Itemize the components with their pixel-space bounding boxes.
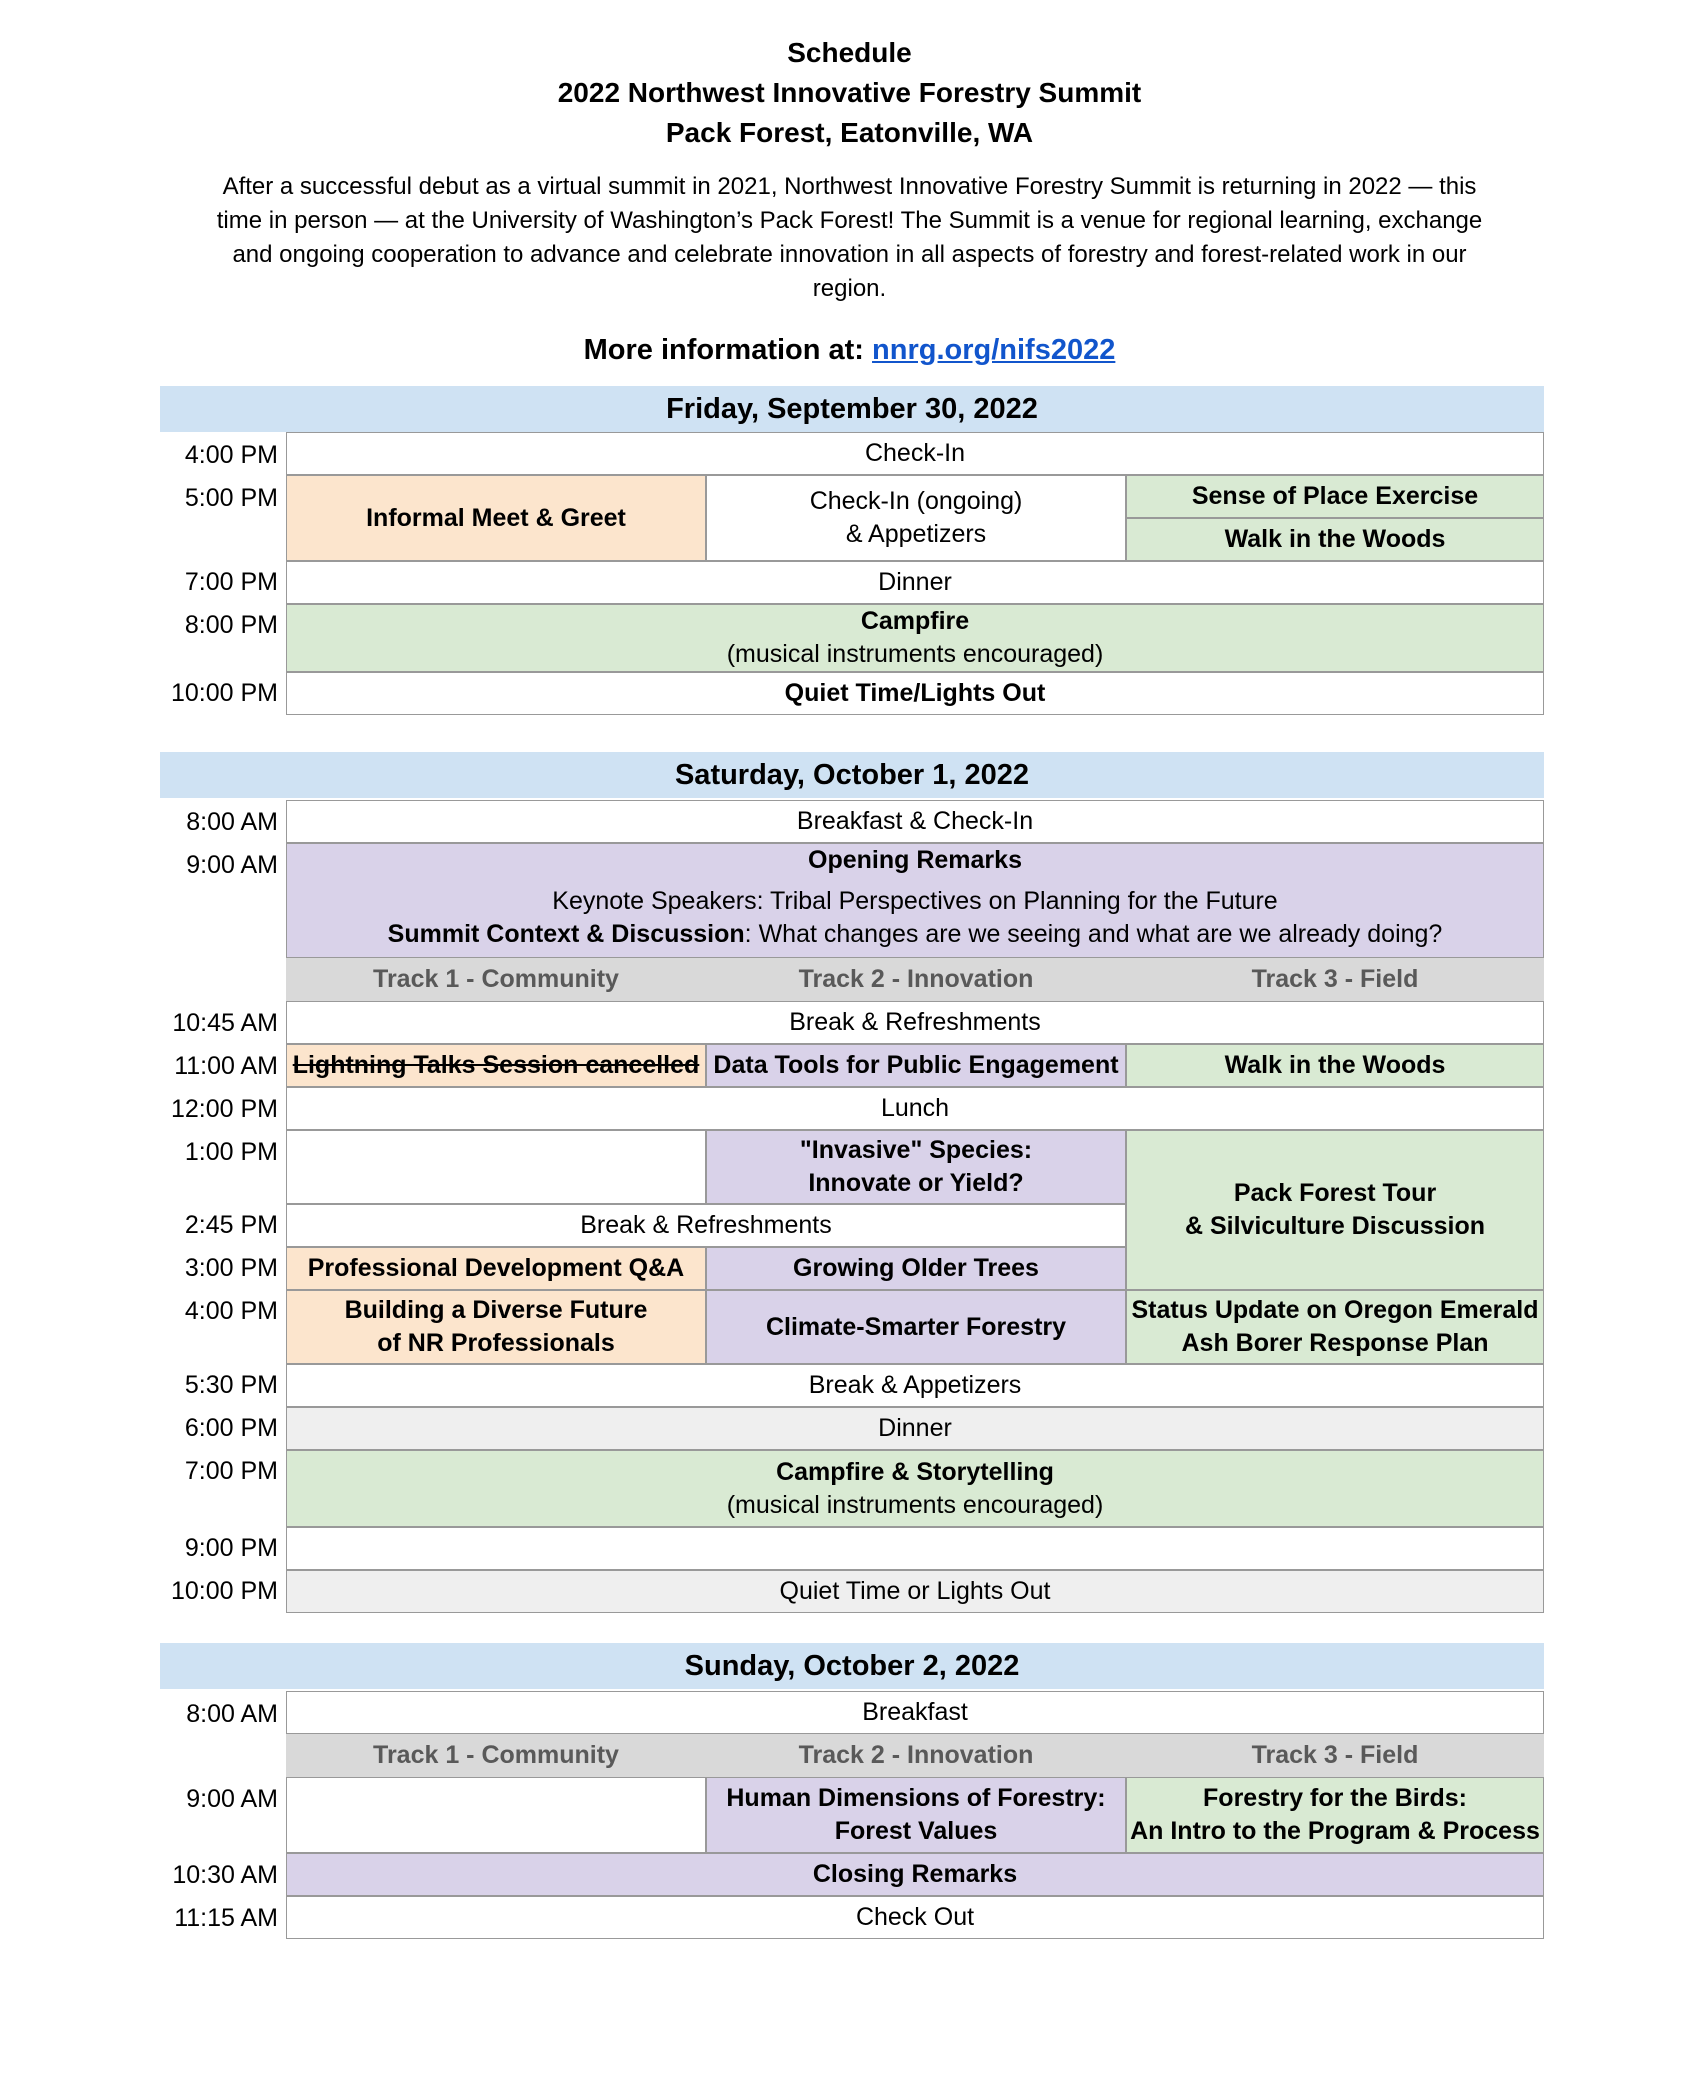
intro-line: After a successful debut as a virtual summit in 2021, Northwest Innovative Forestry Summit is returning in 2022 — this <box>222 173 1477 200</box>
session-pack-forest-tour: Pack Forest Tour & Silviculture Discussion <box>1126 1130 1544 1290</box>
track-header-innovation: Track 2 - Innovation <box>706 958 1126 1001</box>
session-forestry-for-birds: Forestry for the Birds: An Intro to the Program & Process <box>1126 1777 1544 1853</box>
time-label: 10:30 AM <box>172 1861 278 1889</box>
intro-line: time in person — at the University of Washington’s Pack Forest! The Summit is a venue for regional learning, exchange <box>216 207 1483 234</box>
session-break-refreshments: Break & Refreshments <box>286 1001 1544 1044</box>
time-label: 6:00 PM <box>184 1414 278 1442</box>
session-breakfast: Breakfast <box>286 1691 1544 1734</box>
time-label: 12:00 PM <box>170 1095 278 1123</box>
track-header-community: Track 1 - Community <box>286 958 706 1001</box>
session-check-out: Check Out <box>286 1896 1544 1939</box>
session-opening-remarks: Opening Remarks Keynote Speakers: Tribal Perspectives on Planning for the Future Summit Context & Discussion: What changes are we seeing and what are we already doing? <box>286 843 1544 958</box>
session-campfire-storytelling: Campfire & Storytelling (musical instruments encouraged) <box>286 1450 1544 1527</box>
intro-line: and ongoing cooperation to advance and celebrate innovation in all aspects of forestry and forest-related work in our <box>232 241 1467 268</box>
intro-paragraph <box>180 170 1519 306</box>
time-label: 10:45 AM <box>172 1009 278 1037</box>
session-invasive-species: "Invasive" Species: Innovate or Yield? <box>706 1130 1126 1204</box>
track-header-community: Track 1 - Community <box>286 1734 706 1777</box>
time-label: 7:00 PM <box>184 1457 278 1485</box>
session-empty <box>286 1777 706 1853</box>
time-label: 11:00 AM <box>174 1052 278 1080</box>
session-break-appetizers: Break & Appetizers <box>286 1364 1544 1407</box>
track-header-innovation: Track 2 - Innovation <box>706 1734 1126 1777</box>
time-label: 9:00 AM <box>186 851 278 879</box>
session-campfire: Campfire (musical instruments encouraged) <box>286 604 1544 672</box>
time-label: 4:00 PM <box>184 1297 278 1325</box>
track-header-field: Track 3 - Field <box>1126 958 1544 1001</box>
time-label: 8:00 AM <box>186 1700 278 1728</box>
session-dinner: Dinner <box>286 561 1544 604</box>
time-label: 8:00 PM <box>184 611 278 639</box>
time-label: 8:00 AM <box>186 808 278 836</box>
session-lightning-talks: Lightning Talks Session cancelled <box>286 1044 706 1087</box>
session-human-dimensions: Human Dimensions of Forestry: Forest Values <box>706 1777 1126 1853</box>
session-break-refreshments: Break & Refreshments <box>286 1204 1126 1247</box>
session-meet-greet: Informal Meet & Greet <box>286 475 706 561</box>
session-closing-remarks: Closing Remarks <box>286 1853 1544 1896</box>
intro-line: region. <box>812 275 887 302</box>
time-label: 9:00 PM <box>184 1534 278 1562</box>
session-diverse-future: Building a Diverse Future of NR Professionals <box>286 1290 706 1364</box>
time-label: 5:30 PM <box>184 1371 278 1399</box>
session-empty <box>286 1527 1544 1570</box>
day-header-friday: Friday, September 30, 2022 <box>160 386 1544 432</box>
session-check-in: Check-In <box>286 432 1544 475</box>
session-empty <box>286 1130 706 1204</box>
session-growing-older-trees: Growing Older Trees <box>706 1247 1126 1290</box>
session-sense-of-place: Sense of Place Exercise <box>1126 475 1544 518</box>
day-header-saturday: Saturday, October 1, 2022 <box>160 752 1544 798</box>
summit-title: 2022 Northwest Innovative Forestry Summit <box>557 77 1142 108</box>
session-check-in-ongoing: Check-In (ongoing) & Appetizers <box>706 475 1126 561</box>
time-label: 11:15 AM <box>174 1904 278 1932</box>
track-header-field: Track 3 - Field <box>1126 1734 1544 1777</box>
time-label: 2:45 PM <box>184 1211 278 1239</box>
time-label: 10:00 PM <box>170 1577 278 1605</box>
more-info-label: More information at: <box>583 334 873 366</box>
time-label: 10:00 PM <box>170 679 278 707</box>
session-professional-development: Professional Development Q&A <box>286 1247 706 1290</box>
more-info <box>0 330 1699 370</box>
time-label: 3:00 PM <box>184 1254 278 1282</box>
session-walk-woods: Walk in the Woods <box>1126 1044 1544 1087</box>
session-climate-smarter-forestry: Climate-Smarter Forestry <box>706 1290 1126 1364</box>
session-lunch: Lunch <box>286 1087 1544 1130</box>
more-info-link[interactable]: nnrg.org/nifs2022 <box>872 334 1116 366</box>
day-header-sunday: Sunday, October 2, 2022 <box>160 1643 1544 1689</box>
session-emerald-ash-borer: Status Update on Oregon Emerald Ash Borer Response Plan <box>1126 1290 1544 1364</box>
time-label: 9:00 AM <box>186 1785 278 1813</box>
session-walk-woods: Walk in the Woods <box>1126 518 1544 561</box>
session-data-tools: Data Tools for Public Engagement <box>706 1044 1126 1087</box>
session-quiet-time: Quiet Time/Lights Out <box>286 672 1544 715</box>
schedule-heading: Schedule <box>787 37 912 68</box>
time-label: 5:00 PM <box>184 484 278 512</box>
time-label: 7:00 PM <box>184 568 278 596</box>
time-label: 1:00 PM <box>184 1138 278 1166</box>
summit-location: Pack Forest, Eatonville, WA <box>665 117 1034 148</box>
time-label: 4:00 PM <box>184 441 278 469</box>
session-quiet-time: Quiet Time or Lights Out <box>286 1570 1544 1613</box>
session-breakfast-check-in: Breakfast & Check-In <box>286 800 1544 843</box>
session-dinner: Dinner <box>286 1407 1544 1450</box>
